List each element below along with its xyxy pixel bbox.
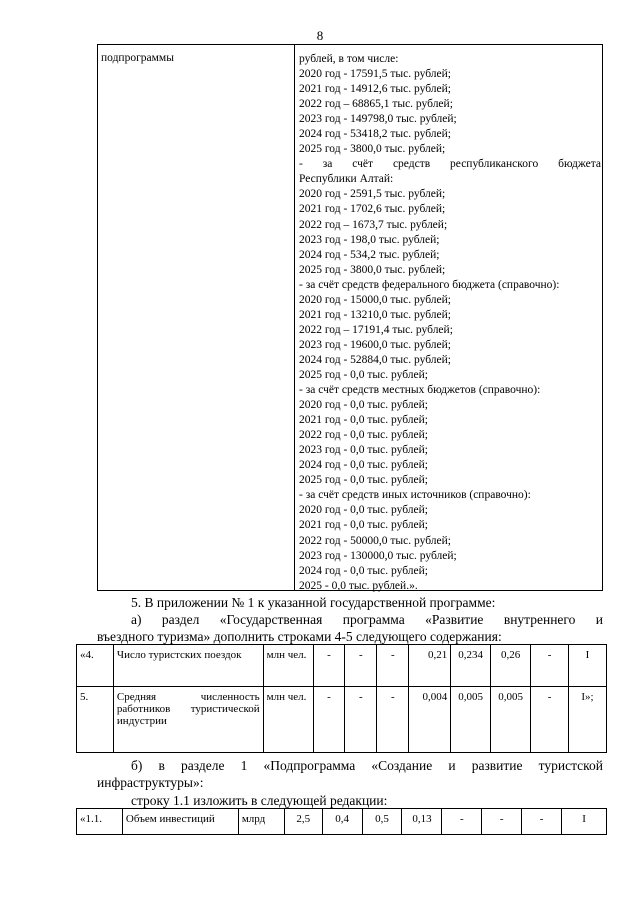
finance-line: 2022 год - 0,0 тыс. рублей;	[299, 429, 428, 442]
finance-line: Республики Алтай:	[299, 173, 394, 186]
investment-table	[76, 808, 607, 835]
value-cell: 0,005	[451, 687, 491, 753]
finance-line: 2023 год - 130000,0 тыс. рублей;	[299, 549, 457, 562]
value-cell: I	[568, 645, 606, 687]
value-cell: 0,5	[362, 809, 402, 835]
table-row	[77, 687, 607, 753]
value-cell: I»;	[568, 687, 606, 753]
table-row	[77, 809, 607, 835]
indicator-name: Средняя численность работников туристической индустрии	[113, 687, 263, 753]
value-cell: -	[531, 687, 569, 753]
finance-line: 2021 год - 0,0 тыс. рублей;	[299, 519, 428, 532]
finance-line: 2024 год - 52884,0 тыс. рублей;	[299, 353, 451, 366]
paragraph-b-line1: б) в разделе 1 «Подпрограмма «Создание и развитие туристской	[131, 758, 603, 773]
indicator-name: Объем инвестиций	[122, 809, 238, 835]
paragraph-a-line1: а) раздел «Государственная программа «Развитие внутреннего и	[131, 612, 603, 627]
value-cell: -	[313, 645, 345, 687]
value-cell: -	[377, 687, 409, 753]
paragraph-5: 5. В приложении № 1 к указанной государственной программе:	[131, 595, 496, 610]
finance-line: 2022 год - 50000,0 тыс. рублей;	[299, 534, 451, 547]
indicator-unit: млн чел.	[263, 645, 313, 687]
value-cell: 0,234	[451, 645, 491, 687]
indicator-unit: млн чел.	[263, 687, 313, 753]
value-cell: -	[377, 645, 409, 687]
value-cell: 0,13	[402, 809, 442, 835]
finance-line: - за счёт средств федерального бюджета (справочно):	[299, 278, 560, 291]
indicators-table	[76, 644, 607, 753]
paragraph-c: строку 1.1 изложить в следующей редакции:	[131, 793, 388, 808]
value-cell: -	[531, 645, 569, 687]
value-cell: 0,004	[409, 687, 451, 753]
column-divider	[294, 45, 295, 590]
value-cell: 0,21	[409, 645, 451, 687]
value-cell: -	[313, 687, 345, 753]
finance-line: 2024 год - 0,0 тыс. рублей;	[299, 564, 428, 577]
paragraph-a-line2: въездного туризма» дополнить строками 4-5 следующего содержания:	[97, 629, 502, 644]
finance-line: 2024 год - 534,2 тыс. рублей;	[299, 248, 440, 261]
value-cell: 2,5	[284, 809, 322, 835]
finance-line: 2022 год – 1673,7 тыс. рублей;	[299, 218, 448, 231]
finance-line: 2023 год - 0,0 тыс. рублей;	[299, 444, 428, 457]
indicator-name: Число туристских поездок	[113, 645, 263, 687]
finance-line: - за счёт средств местных бюджетов (справочно):	[299, 384, 541, 397]
finance-line: 2020 год - 17591,5 тыс. рублей;	[299, 68, 451, 81]
value-cell: -	[442, 809, 482, 835]
value-cell: -	[345, 687, 377, 753]
row-number: 5.	[77, 687, 114, 753]
finance-line: 2021 год - 1702,6 тыс. рублей;	[299, 203, 446, 216]
finance-line: 2025 год - 3800,0 тыс. рублей;	[299, 263, 446, 276]
finance-line: рублей, в том числе:	[299, 53, 399, 65]
finance-line: 2024 год - 53418,2 тыс. рублей;	[299, 128, 451, 141]
finance-line: 2025 год - 3800,0 тыс. рублей;	[299, 143, 446, 156]
finance-line: 2021 год - 0,0 тыс. рублей;	[299, 414, 428, 427]
finance-line: 2021 год - 13210,0 тыс. рублей;	[299, 308, 451, 321]
finance-line: 2025 год - 0,0 тыс. рублей;	[299, 474, 428, 487]
finance-line: 2024 год - 0,0 тыс. рублей;	[299, 459, 428, 472]
finance-line: 2020 год - 15000,0 тыс. рублей;	[299, 293, 451, 306]
finance-line: 2023 год - 149798,0 тыс. рублей;	[299, 113, 457, 126]
finance-line: - за счёт средств иных источников (справочно):	[299, 489, 531, 502]
finance-line: 2022 год – 17191,4 тыс. рублей;	[299, 323, 453, 336]
row-number: «1.1.	[77, 809, 123, 835]
finance-line: 2025 - 0,0 тыс. рублей.».	[299, 579, 418, 592]
finance-line: - за счёт средств республиканского бюджета	[299, 158, 601, 171]
value-cell: I	[562, 809, 607, 835]
finance-line: 2020 год - 0,0 тыс. рублей;	[299, 504, 428, 517]
finance-line: 2022 год – 68865,1 тыс. рублей;	[299, 98, 453, 111]
finance-line: 2025 год - 0,0 тыс. рублей;	[299, 368, 428, 381]
row-number: «4.	[77, 645, 114, 687]
value-cell: -	[522, 809, 562, 835]
table-row	[77, 645, 607, 687]
finance-line: 2023 год - 19600,0 тыс. рублей;	[299, 338, 451, 351]
box-left-label: подпрограммы	[101, 52, 174, 64]
finance-lines	[299, 52, 601, 594]
page-number: 8	[316, 28, 324, 43]
value-cell: -	[345, 645, 377, 687]
value-cell: 0,005	[491, 687, 531, 753]
finance-box-table	[97, 44, 603, 591]
finance-line: 2021 год - 14912,6 тыс. рублей;	[299, 83, 451, 96]
value-cell: 0,4	[322, 809, 362, 835]
finance-line: 2020 год - 0,0 тыс. рублей;	[299, 399, 428, 412]
indicator-unit: млрд	[238, 809, 284, 835]
paragraph-b-line2: инфраструктуры»:	[97, 775, 204, 790]
finance-line: 2023 год - 198,0 тыс. рублей;	[299, 233, 440, 246]
finance-line: 2020 год - 2591,5 тыс. рублей;	[299, 188, 446, 201]
value-cell: -	[482, 809, 522, 835]
value-cell: 0,26	[491, 645, 531, 687]
